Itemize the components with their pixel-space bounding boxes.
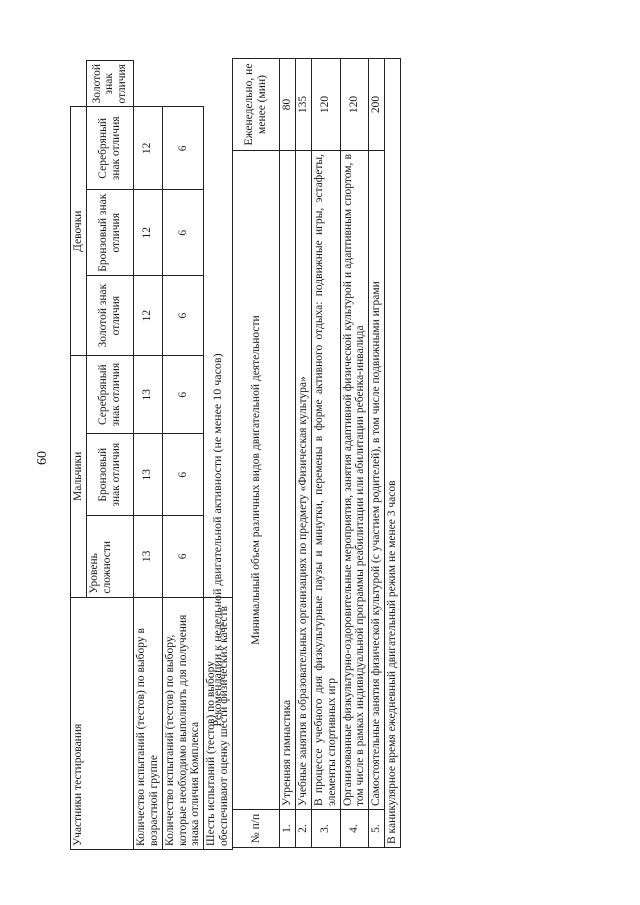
- value-cell: 13: [133, 434, 162, 516]
- row-num: 3.: [311, 810, 340, 848]
- boys-header: Мальчики: [71, 356, 87, 598]
- value-cell: 12: [133, 190, 162, 276]
- row-value: 120: [340, 59, 369, 151]
- row-text: В процессе учебного дня физкультурные паузы и минутки, перемены в форме активного отдыха: подвижные игры, эстафеты, элементы спортивных игр: [311, 151, 340, 810]
- row-label: Шесть испытаний (тестов) по выбору обеспечивают оценку шести физических качеств: [204, 597, 233, 849]
- participants-label: Участники тестирования: [71, 597, 134, 849]
- value-cell: 6: [162, 276, 204, 356]
- level-cell: Серебряный знак отличия: [86, 356, 133, 434]
- activity-table-container: [232, 58, 401, 848]
- row-label: Количество испытаний (тестов) по выбору, которые необходимо выполнить для получения знака отличия Комплекса: [162, 597, 204, 849]
- page-number: 60: [35, 451, 50, 465]
- row-text: Организованные физкультурно-оздоровительные мероприятия, занятия адаптивной физической культурой и адаптивным спортом, в том числе в рамках индивидуальной программы реабилитации или абилитации ребенка-инвалида: [340, 151, 369, 810]
- value-cell: 6: [162, 356, 204, 434]
- assessment-table: [70, 60, 233, 850]
- row-value: 120: [311, 59, 340, 151]
- difficulty-label: Уровень сложности: [86, 516, 133, 598]
- value-cell: 6: [162, 107, 204, 190]
- row-num: 5.: [369, 810, 385, 848]
- row-value: 135: [295, 59, 311, 151]
- level-cell: Золотой знак отличия: [86, 61, 133, 107]
- value-cell: 13: [133, 356, 162, 434]
- row-label: Количество испытаний (тестов) по выбору в возрастной группе: [133, 597, 162, 849]
- level-cell: Золотой знак отличия: [86, 276, 133, 356]
- value-cell: 12: [133, 107, 162, 190]
- assessment-table-container: [70, 60, 233, 850]
- row-num: 4.: [340, 810, 369, 848]
- header-activity: Минимальный объем различных видов двигательной деятельности: [233, 151, 280, 810]
- row-text: Самостоятельные занятия физической культурой (с участием родителей), в том числе подвижными играми: [369, 151, 385, 810]
- row-num: 1.: [280, 810, 296, 848]
- row-num: 2.: [295, 810, 311, 848]
- level-cell: Бронзовый знак отличия: [86, 190, 133, 276]
- level-cell: Бронзовый знак отличия: [86, 434, 133, 516]
- row-text: Учебные занятия в образовательных организациях по предмету «Физическая культура»: [295, 151, 311, 810]
- row-value: 200: [369, 59, 385, 151]
- value-cell: 12: [133, 276, 162, 356]
- level-cell: Серебряный знак отличия: [86, 107, 133, 190]
- row-text: Утренняя гимнастика: [280, 151, 296, 810]
- value-cell: 6: [162, 434, 204, 516]
- recommendations-title: Рекомендации к недельной двигательной активности (не менее 10 часов): [210, 353, 224, 727]
- value-cell: 13: [133, 516, 162, 598]
- activity-table: [232, 58, 401, 848]
- value-cell: 6: [162, 190, 204, 276]
- row-value: 80: [280, 59, 296, 151]
- value-cell: 6: [162, 516, 204, 598]
- footer-note: В каникулярное время ежедневный двигательный режим не менее 3 часов: [385, 59, 401, 848]
- header-weekly: Еженедельно, не менее (мин): [233, 59, 280, 151]
- header-num: № п/п: [233, 810, 280, 848]
- girls-header: Девочки: [71, 107, 87, 356]
